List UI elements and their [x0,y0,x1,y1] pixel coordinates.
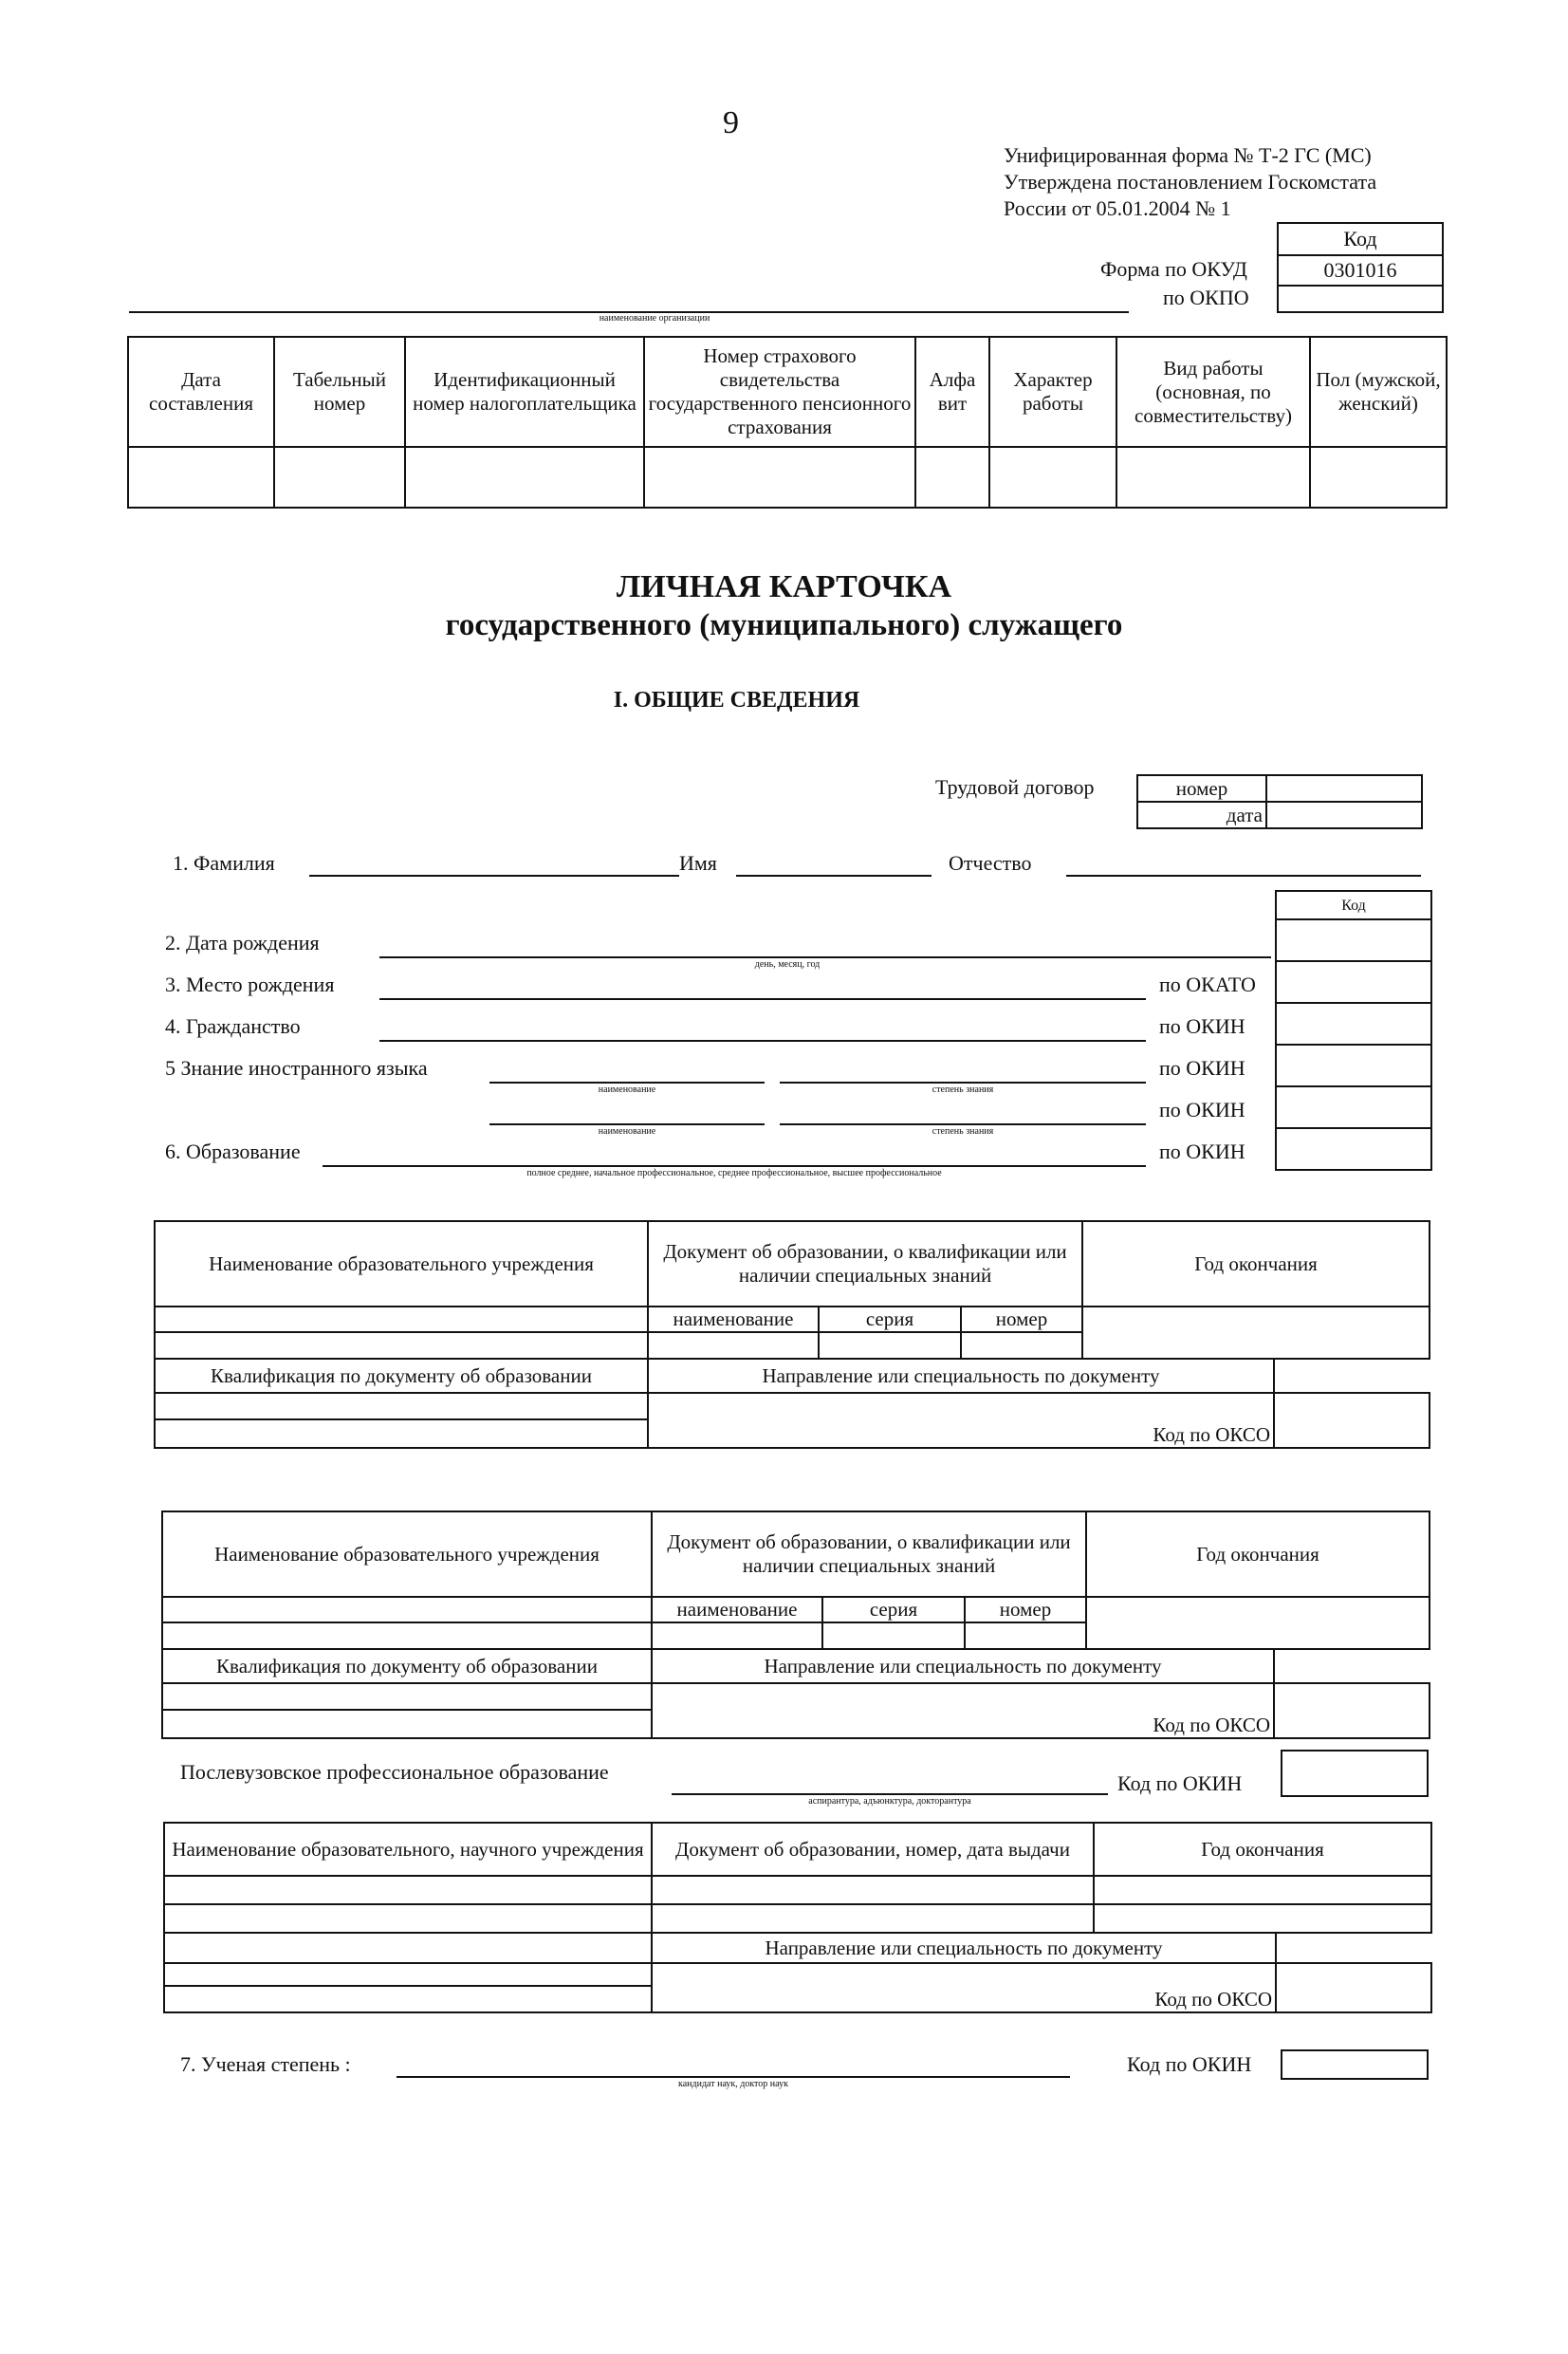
postgrad-document-cell-2[interactable] [652,1904,1094,1933]
cell-work-type[interactable] [1116,447,1310,508]
edu2-doc-number-cell[interactable] [965,1622,1086,1649]
edu1-direction-header: Направление или специальность по документу [648,1359,1274,1393]
col-date: Дата составления [128,337,274,447]
language-1-okin-label: по ОКИН [1159,1056,1245,1080]
cell-work-nature[interactable] [989,447,1116,508]
edu1-qualification-cell-2[interactable] [155,1419,648,1448]
col-work-nature: Характер работы [989,337,1116,447]
contract-label: Трудовой договор [935,775,1095,799]
edu2-okso-cell[interactable] [1274,1683,1430,1738]
postgrad-document-header: Документ об образовании, номер, дата выдачи [652,1823,1094,1876]
postgrad-line[interactable] [672,1793,1108,1795]
okpo-label: по ОКПО [1163,286,1249,309]
degree-caption: кандидат наук, доктор наук [678,2079,788,2089]
name-label: Имя [679,851,717,875]
postgrad-okso-label: Код по ОКСО [1154,1988,1272,2011]
edu1-qualification-cell-1[interactable] [155,1393,648,1419]
edu2-year-cell[interactable] [1086,1597,1430,1649]
col-alphabet: Алфа вит [915,337,989,447]
postgrad-year-cell-2[interactable] [1094,1904,1431,1933]
language-1-degree-caption: степень знания [932,1084,994,1095]
col-pension-number: Номер страхового свидетельства государственного пенсионного страхования [644,337,915,447]
top-table [127,336,1448,509]
cell-gender[interactable] [1310,447,1447,508]
postgrad-okin-cell[interactable] [1281,1750,1429,1797]
edu2-doc-series-cell[interactable] [822,1622,965,1649]
language-2-name-line[interactable] [489,1123,765,1125]
card-subtitle: государственного (муниципального) служащего [445,608,1123,642]
code-cell-education[interactable] [1276,1128,1431,1170]
code-cell-okato[interactable] [1276,961,1431,1003]
language-2-name-caption: наименование [598,1126,656,1137]
code-cell-language-1[interactable] [1276,1045,1431,1086]
edu1-okso-cell[interactable] [1274,1393,1430,1448]
approval-date-line: России от 05.01.2004 № 1 [1004,196,1231,220]
col-personnel-number: Табельный номер [274,337,405,447]
language-1-name-line[interactable] [489,1082,765,1084]
birth-date-line[interactable] [379,956,1271,958]
page-number: 9 [723,105,739,140]
postgrad-document-cell-1[interactable] [652,1876,1094,1904]
contract-date-cell[interactable] [1266,802,1422,828]
postgrad-institution-header: Наименование образовательного, научного учреждения [164,1823,652,1876]
edu1-doc-number-header: номер [961,1307,1082,1332]
edu1-year-header: Год окончания [1082,1221,1430,1307]
edu2-institution-cell-2[interactable] [162,1622,652,1649]
degree-okin-cell[interactable] [1281,2049,1429,2080]
edu2-qualification-cell-2[interactable] [162,1710,652,1738]
edu1-year-cell[interactable] [1082,1307,1430,1359]
edu2-qualification-cell-1[interactable] [162,1683,652,1710]
postgrad-okso-cell[interactable] [1276,1963,1431,2012]
postgrad-institution-cell-2[interactable] [164,1904,652,1933]
surname-line[interactable] [309,875,679,877]
contract-number-cell[interactable] [1266,775,1422,802]
code-cell-birth-date[interactable] [1276,919,1431,961]
edu2-okso-label: Код по ОКСО [1153,1714,1271,1736]
edu1-doc-number-cell[interactable] [961,1332,1082,1359]
section-heading: I. ОБЩИЕ СВЕДЕНИЯ [613,688,860,713]
edu2-qualification-header: Квалификация по документу об образовании [162,1649,652,1683]
edu1-qualification-header: Квалификация по документу об образовании [155,1359,648,1393]
education-table-1 [154,1220,1430,1449]
education-okin-label: по ОКИН [1159,1140,1245,1163]
education-table-2 [161,1511,1430,1739]
postgrad-direction-header: Направление или специальность по документу [652,1933,1276,1963]
language-label: 5 Знание иностранного языка [165,1056,428,1080]
okud-code-cell: 0301016 [1277,254,1444,287]
degree-line[interactable] [397,2076,1070,2078]
postgrad-cell-5[interactable] [164,1986,652,2012]
card-title: ЛИЧНАЯ КАРТОЧКА [616,569,952,604]
cell-pension-number[interactable] [644,447,915,508]
postgrad-cell-4[interactable] [164,1963,652,1986]
surname-label: 1. Фамилия [173,851,275,875]
code-header-cell: Код [1277,222,1444,256]
cell-date[interactable] [128,447,274,508]
language-2-okin-label: по ОКИН [1159,1098,1245,1121]
edu1-doc-series-cell[interactable] [819,1332,961,1359]
edu1-doc-name-cell[interactable] [648,1332,819,1359]
postgrad-table [163,1822,1432,2013]
edu2-doc-number-header: номер [965,1597,1086,1622]
okato-label: по ОКАТО [1159,973,1256,996]
postgrad-institution-cell-1[interactable] [164,1876,652,1904]
postgrad-okin-label: Код по ОКИН [1117,1771,1243,1795]
education-caption: полное среднее, начальное профессиональное, среднее профессиональное, высшее профессиональное [526,1168,942,1178]
edu2-doc-name-header: наименование [652,1597,822,1622]
name-line[interactable] [736,875,932,877]
okud-label: Форма по ОКУД [1100,257,1247,281]
citizenship-label: 4. Гражданство [165,1014,301,1038]
contract-date-label: дата [1137,802,1266,828]
postgrad-year-cell-1[interactable] [1094,1876,1431,1904]
postgrad-direction-cell[interactable] [652,1963,1276,2012]
organization-caption: наименование организации [599,313,710,324]
contract-number-label: номер [1137,775,1266,802]
okpo-code-cell[interactable] [1277,285,1444,313]
edu1-direction-cell[interactable] [648,1393,1274,1448]
cell-alphabet[interactable] [915,447,989,508]
language-2-degree-line[interactable] [780,1123,1146,1125]
citizenship-line[interactable] [379,1040,1146,1042]
edu2-institution-header: Наименование образовательного учреждения [162,1511,652,1597]
cell-personnel-number[interactable] [274,447,405,508]
language-1-name-caption: наименование [598,1084,656,1095]
code-column [1275,890,1432,1171]
edu2-doc-series-header: серия [822,1597,965,1622]
edu1-doc-name-header: наименование [648,1307,819,1332]
col-inn: Идентификационный номер налогоплательщика [405,337,644,447]
citizenship-okin-label: по ОКИН [1159,1014,1245,1038]
language-1-degree-line[interactable] [780,1082,1146,1084]
postgrad-cell-3[interactable] [164,1933,652,1963]
code-cell-citizenship[interactable] [1276,1003,1431,1045]
patronymic-line[interactable] [1066,875,1421,877]
patronymic-label: Отчество [949,851,1032,875]
edu2-year-header: Год окончания [1086,1511,1430,1597]
education-line[interactable] [323,1165,1146,1167]
education-label: 6. Образование [165,1140,301,1163]
birth-date-label: 2. Дата рождения [165,931,320,955]
edu1-okso-label: Код по ОКСО [1153,1423,1271,1446]
edu2-direction-header: Направление или специальность по документу [652,1649,1274,1683]
postgrad-caption: аспирантура, адъюнктура, докторантура [808,1796,971,1807]
form-code-line: Унифицированная форма № Т-2 ГС (МС) [1004,143,1372,167]
postgrad-label: Послевузовское профессиональное образование [180,1760,609,1784]
edu2-institution-cell-1[interactable] [162,1597,652,1622]
edu1-doc-series-header: серия [819,1307,961,1332]
birth-place-label: 3. Место рождения [165,973,335,996]
edu1-document-header: Документ об образовании, о квалификации или наличии специальных знаний [648,1221,1082,1307]
code-column-header: Код [1276,891,1431,919]
cell-inn[interactable] [405,447,644,508]
language-2-degree-caption: степень знания [932,1126,994,1137]
edu1-institution-cell-2[interactable] [155,1332,648,1359]
degree-okin-label: Код по ОКИН [1127,2052,1252,2076]
degree-label: 7. Ученая степень : [180,2052,351,2076]
birth-place-line[interactable] [379,998,1146,1000]
col-gender: Пол (мужской, женский) [1310,337,1447,447]
edu2-direction-cell[interactable] [652,1683,1274,1738]
birth-date-caption: день, месяц, год [754,959,821,970]
postgrad-year-header: Год окончания [1094,1823,1431,1876]
code-cell-language-2[interactable] [1276,1086,1431,1128]
col-work-type: Вид работы (основная, по совместительству) [1116,337,1310,447]
approval-line: Утверждена постановлением Госкомстата [1004,170,1377,194]
edu1-institution-header: Наименование образовательного учреждения [155,1221,648,1307]
edu1-institution-cell-1[interactable] [155,1307,648,1332]
contract-table [1136,774,1423,829]
edu2-doc-name-cell[interactable] [652,1622,822,1649]
edu2-document-header: Документ об образовании, о квалификации или наличии специальных знаний [652,1511,1086,1597]
